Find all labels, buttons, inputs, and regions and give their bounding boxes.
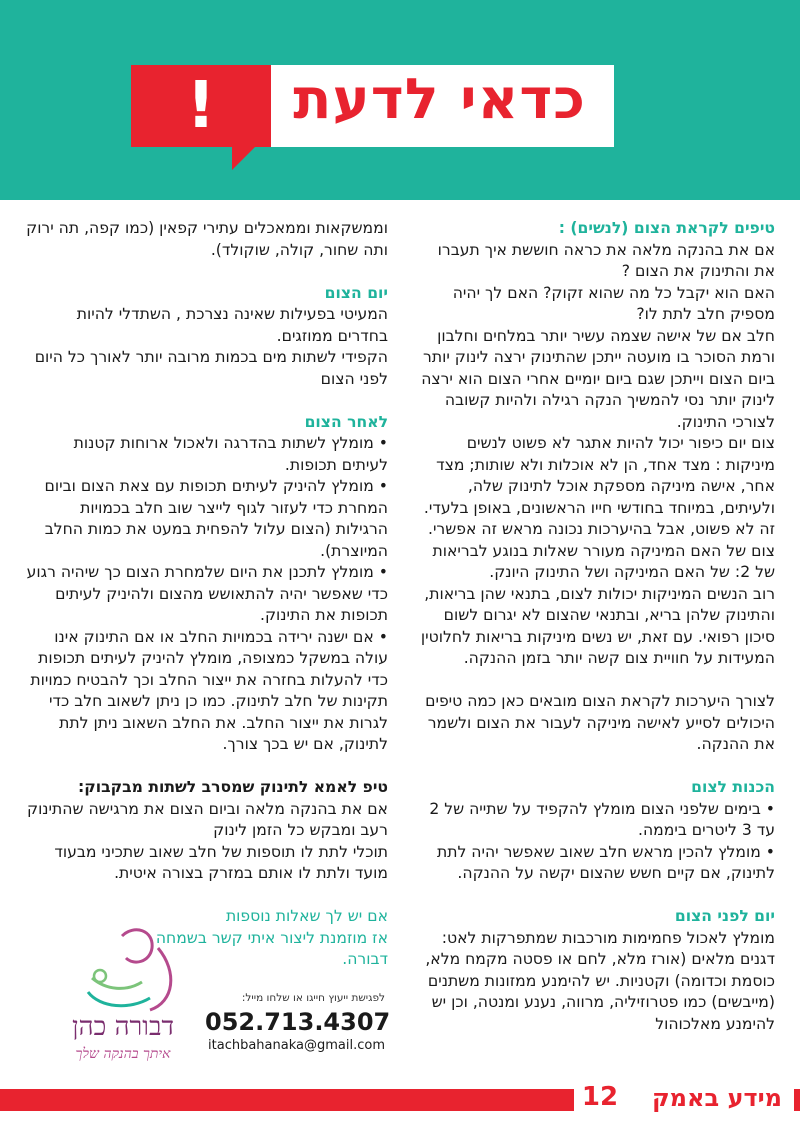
paragraph: האם הוא יקבל כל מה שהוא זקוק? האם לך יהיה מספיק חלב לתת לו? (452, 283, 775, 323)
paragraph-spacer (25, 756, 388, 778)
section-heading: לאחר הצום (304, 412, 388, 431)
tip-heading: טיפ לאמא לתינוק שמסרב לשתות מבקבוק: (78, 778, 388, 796)
exclamation-icon: ! (186, 69, 216, 143)
paragraph: • מומלץ להיניק לעיתים תכופות עם צאת הצום וביום המחרת כדי לעזור לגוף לייצר שוב חלב בכמויות הרגילות (הצום עלול להפחית במעט את כמות החלב המיוצרת). (44, 477, 388, 560)
paragraph: חלב אם של אישה שצמה עשיר יותר במלחים וחלבון ורמת הסוכר בו מועטה ייתכן שהתינוק ירצה לינוק יותר ביום הצום וייתכן שגם ביום יומיים אחרי הצום הוא ירצה לינוק יותר נסי להמשיך הנקה רגילה ולהיות קשובה לצורכי התינוק. (421, 326, 775, 431)
paragraph-spacer (417, 756, 775, 778)
contact-email[interactable]: itachbahanaka@gmail.com (208, 1038, 385, 1053)
paragraph: אם את בהנקה מלאה את כראה חוששת איך תעברו את והתינוק את הצום ? (437, 240, 775, 280)
right-column-text (417, 218, 775, 1035)
logo-name: דבורה כהן (72, 1012, 174, 1042)
paragraph: צום של האם המיניקה מעורר שאלות בנוגע לבריאות של 2: של האם המיניקה ושל התינוק היונק. (432, 541, 775, 581)
paragraph: • אם ישנה ירידה בכמויות החלב או אם התינוק אינו עולה במשקל כמצופה, מומלץ להיניק לעיתים תכופות כדי להעלות בחזרה את ייצור החלב וכך להבטיח כמויות תקינות של חלב לתינוק. כמו כן ניתן לשאוב חלב כדי לגרות את ייצור החלב. את החלב השאוב ניתן לתת לתינוק, אם יש בכך צורך. (30, 627, 388, 753)
paragraph: המעיטי בפעילות שאינה נצרכת , השתדלי להיות בחדרים ממוזגים. (76, 305, 388, 345)
paragraph: לצורך היערכות לקראת הצום מובאים כאן כמה טיפים היכולים לסייע לאישה מיניקה לעבור את הצום ולשמר את ההנקה. (425, 692, 775, 753)
page-title: כדאי לדעת (293, 67, 586, 132)
paragraph: אם את בהנקה מלאה וביום הצום את מרגישה שהתינוק רעב ומבקש כל הזמן לינוק (27, 799, 388, 839)
section-heading: יום לפני הצום (674, 907, 775, 925)
paragraph: מומלץ לאכול פחמימות מורכבות שמתפרקות לאט: דגנים מלאים (אורז מלא, לחם או פסטה מקמח מלא, כוסמת וכדומה) וקטניות. יש להימנע ממזונות משתנים (מייבשים) כמו פטרוזיליה, מרווה, נענע ומנטה, וכן יש להימנע מאלכוהול (425, 928, 775, 1033)
paragraph: וממשקאות וממאכלים עתירי קפאין (כמו קפה, תה ירוק ותה שחור, קולה, שוקולד). (26, 219, 388, 259)
paragraph-spacer (25, 390, 388, 412)
header-banner (0, 0, 800, 200)
paragraph: • מומלץ לשתות בהדרגה ולאכול ארוחות קטנות לעיתים תכופות. (73, 434, 388, 474)
section-heading: יום הצום (324, 283, 388, 302)
closing-note: אם יש לך שאלות נוספות (225, 907, 388, 925)
closing-note: אז מוזמנת ליצור איתי קשר בשמחה (155, 928, 388, 947)
footer-brand: מידע באמק (651, 1084, 782, 1112)
paragraph: • מומלץ להכין מראש חלב שאוב שאפשר יהיה לתת לתינוק, אם קיים חשש שהצום יקשה על ההנקה. (436, 842, 775, 882)
closing-note: דבורה. (342, 950, 388, 968)
paragraph-spacer (25, 885, 388, 907)
contact-phone[interactable]: 052.713.4307 (205, 1008, 391, 1036)
paragraph-spacer (417, 885, 775, 907)
contact-block (205, 992, 391, 1053)
contact-label: לפגישת ייעוץ חייגו או שלחו מייל: (241, 992, 385, 1004)
paragraph: • מומלץ לתכנן את היום שלמחרת הצום כך שיהיה רגוע כדי שאפשר יהיה להתאושש מהצום ולהיניק לעיתים תכופות את התינוק. (26, 563, 388, 624)
page-number: 12 (581, 1082, 619, 1112)
paragraph-spacer (417, 670, 775, 692)
paragraph: זה לא פשוט, אבל בהיערכות נכונה מראש זה אפשרי. (427, 520, 775, 538)
section-heading: טיפים לקראת הצום (לנשים) : (558, 219, 775, 237)
section-heading: הכנות לצום (691, 778, 775, 796)
paragraph-spacer (25, 261, 388, 283)
paragraph: צום יום כיפור יכול להיות אתגר לא פשוט לנשים מיניקות : מצד אחד, הן לא אוכלות ולא שותות; מצד אחר, אישה מיניקה מספקת אוכל לתינוק שלה, ולעיתים, במיוחד בחודשי חייו הראשונים, באופן בלעדי. (423, 434, 775, 517)
alert-bubble-tail (232, 146, 256, 170)
paragraph: • בימים שלפני הצום מומלץ להקפיד על שתייה של 2 עד 3 ליטרים ביממה. (429, 799, 775, 839)
paragraph: הקפידי לשתות מים בכמות מרובה יותר לאורך כל היום לפני הצום (34, 348, 388, 388)
logo-tagline: איתך בהנקה שלך (75, 1046, 171, 1062)
left-column-text (25, 218, 388, 971)
paragraph: רוב הנשים המיניקות יכולות לצום, בתנאי שהן בריאות, והתינוק שלהן בריא, ובתנאי שהצום לא יגרום לשום סיכון רפואי. עם זאת, יש נשים מיניקות בריאות לחלוטין המעידות על חוויית צום קשה יותר בזמן ההנקה. (420, 584, 775, 667)
paragraph: תוכלי לתת לו תוספות של חלב שאוב שתכיני מבעוד מועד ולתת לו אותם במזרק בצורה איטית. (54, 842, 388, 882)
